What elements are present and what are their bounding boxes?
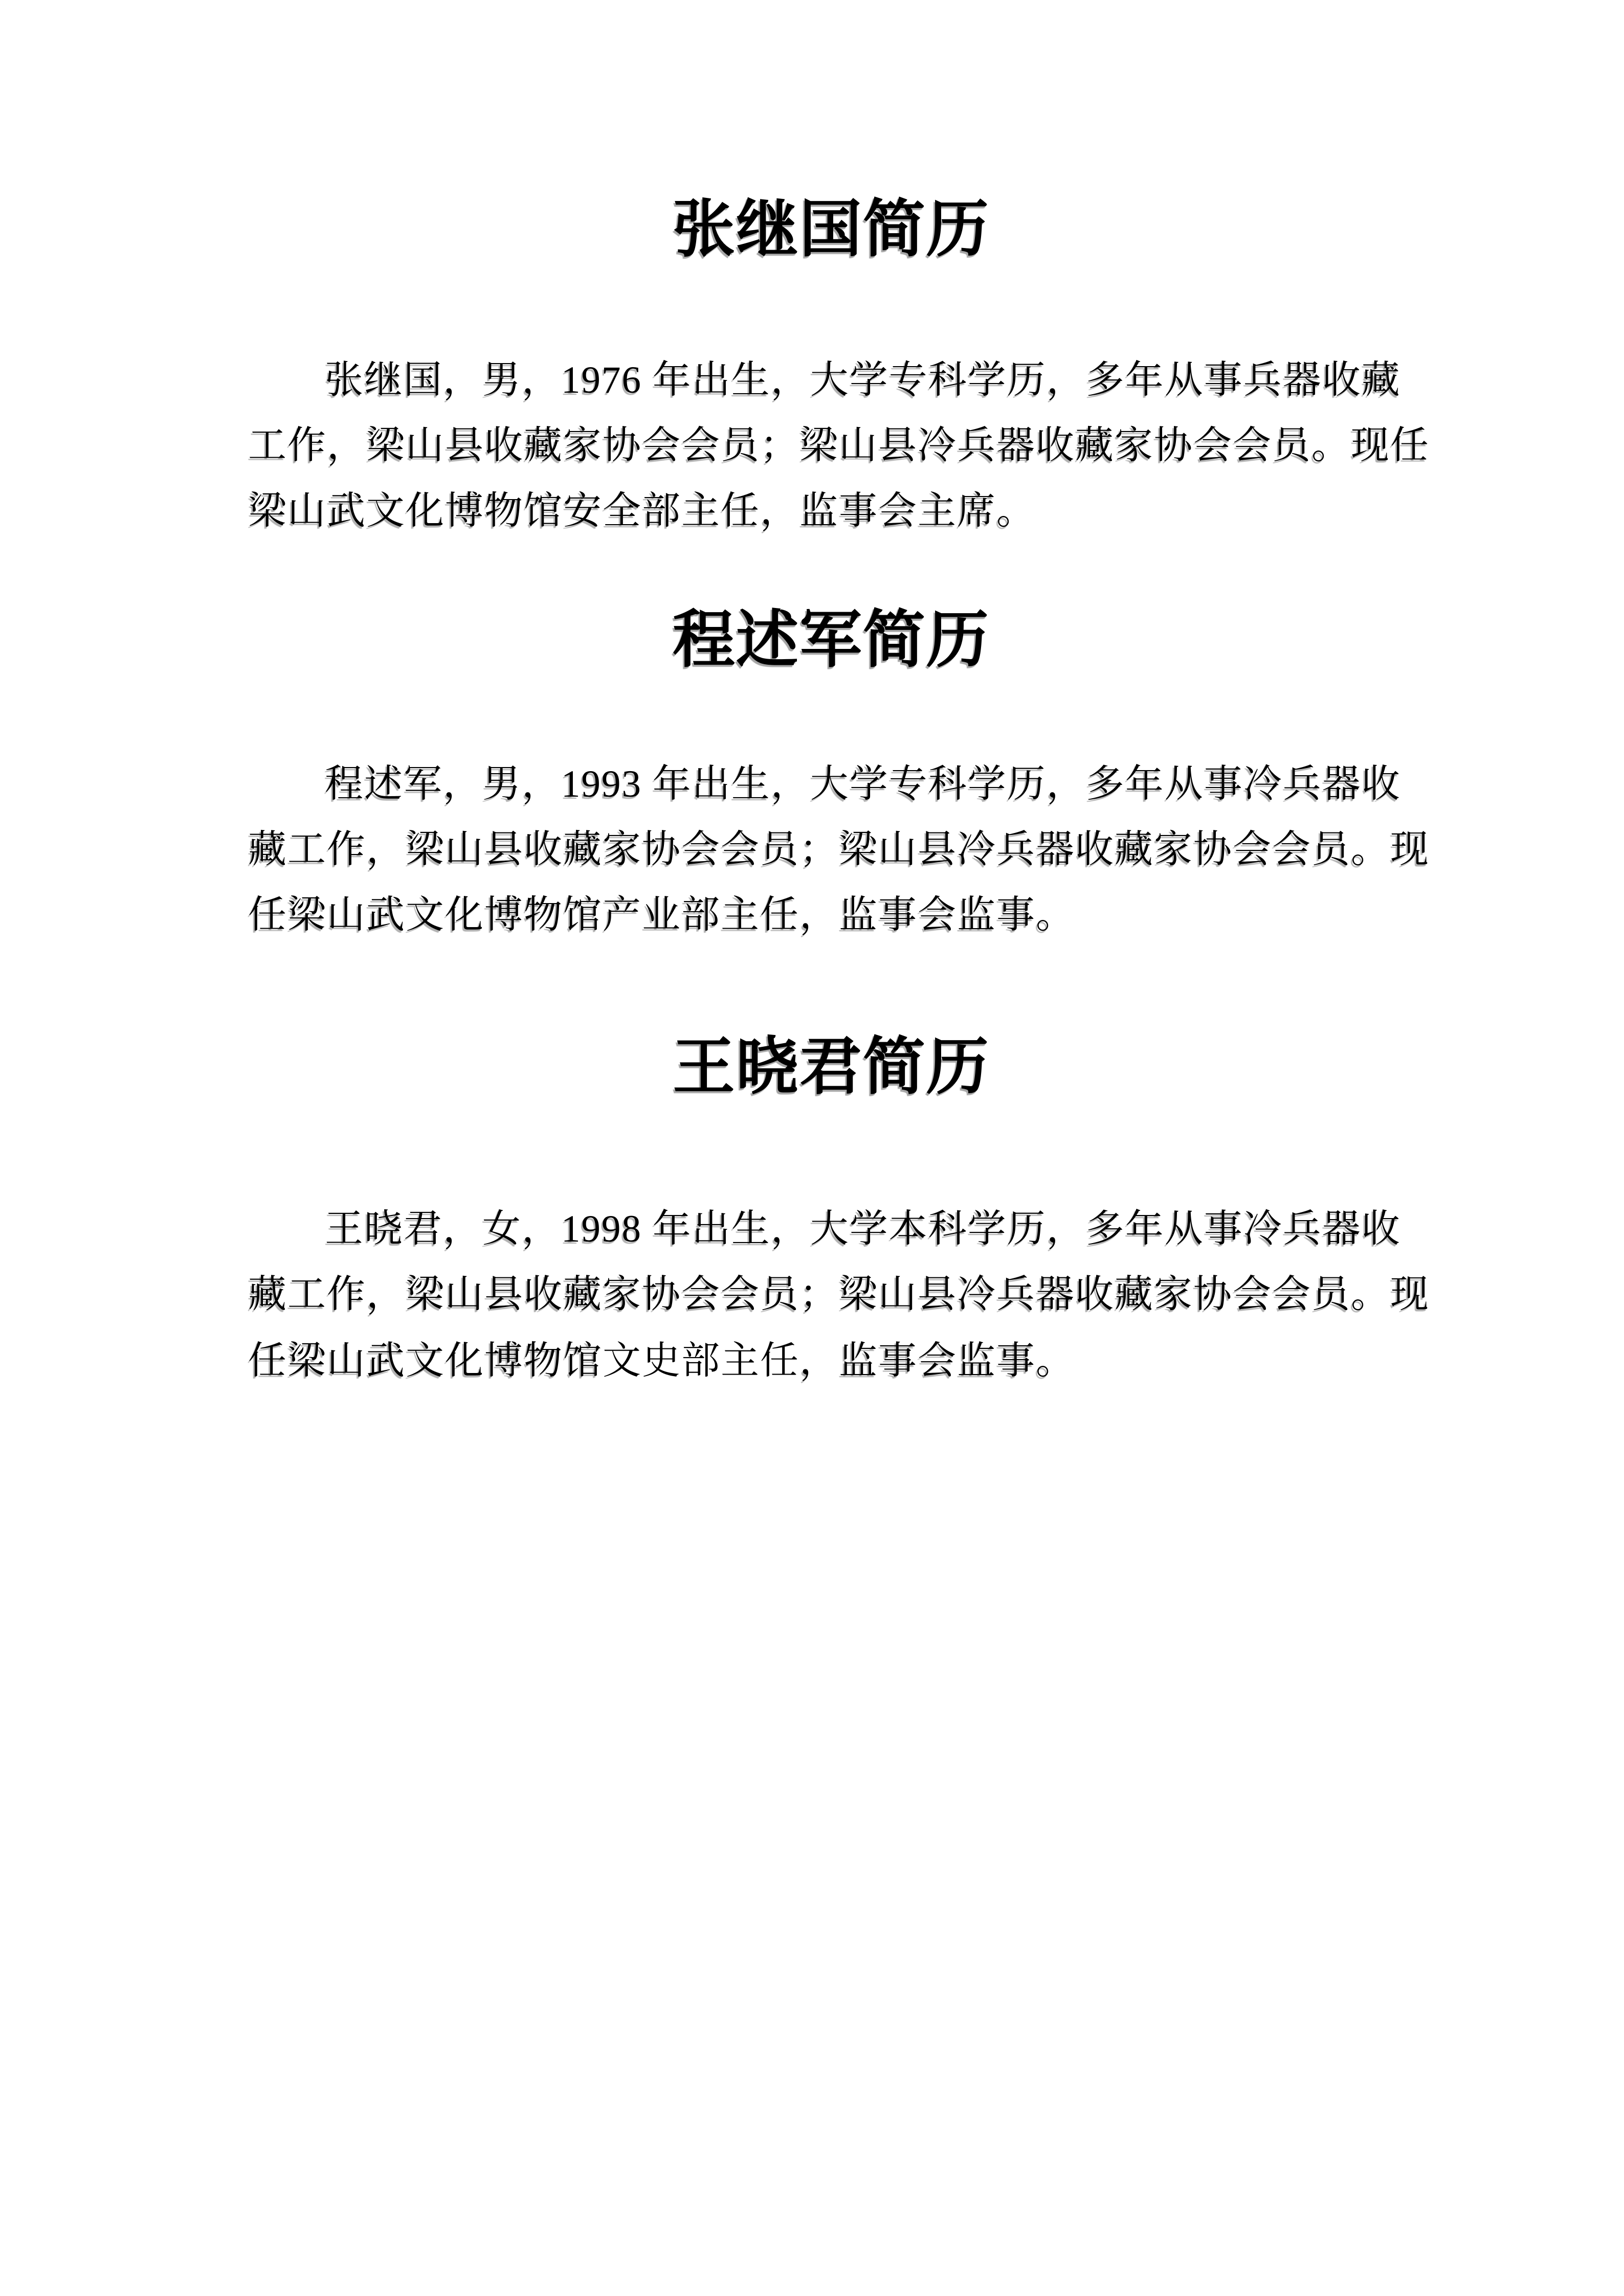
- resume-paragraph: [248, 752, 1430, 948]
- paragraph-line: 工作，梁山县收藏家协会会员；梁山县冷兵器收藏家协会会员。现任: [248, 424, 1430, 467]
- resume-section-cheng-shujun: [248, 606, 1430, 948]
- line-segment-normal: ，监事会监事。: [799, 1340, 1076, 1382]
- paragraph-line: 藏工作，梁山县收藏家协会会员；梁山县冷兵器收藏家协会会员。现: [248, 1273, 1430, 1316]
- resume-section-zhang-jiguo: [248, 195, 1430, 544]
- document-content: [248, 195, 1430, 1394]
- paragraph-line: 任梁山武文化博物馆产业部主任，监事会监事。: [248, 894, 1076, 936]
- paragraph-line: 程述军，男，1993 年出生，大学专科学历，多年从事冷兵器收: [325, 763, 1401, 805]
- paragraph-line: 王晓君，女，1998 年出生，大学本科学历，多年从事冷兵器收: [325, 1208, 1401, 1250]
- resume-paragraph: [248, 1197, 1430, 1394]
- paragraph-line: [248, 1327, 1414, 1394]
- paragraph-line: 梁山武文化博物馆安全部主任，监事会主席。: [248, 490, 1036, 532]
- section-title: 程述军简历: [673, 606, 990, 675]
- section-title: 张继国简历: [673, 195, 990, 264]
- paragraph-line: 藏工作，梁山县收藏家协会会员；梁山县冷兵器收藏家协会会员。现: [248, 828, 1430, 871]
- line-segment-alt-font: 文史部主任: [603, 1339, 800, 1382]
- section-title: 王晓君简历: [673, 1033, 990, 1102]
- resume-paragraph: [248, 348, 1430, 544]
- line-segment-normal: 任梁山武文化博物馆: [248, 1340, 603, 1382]
- resume-section-wang-xiaojun: [248, 1033, 1430, 1394]
- paragraph-line: 张继国，男，1976 年出生，大学专科学历，多年从事兵器收藏: [325, 359, 1401, 401]
